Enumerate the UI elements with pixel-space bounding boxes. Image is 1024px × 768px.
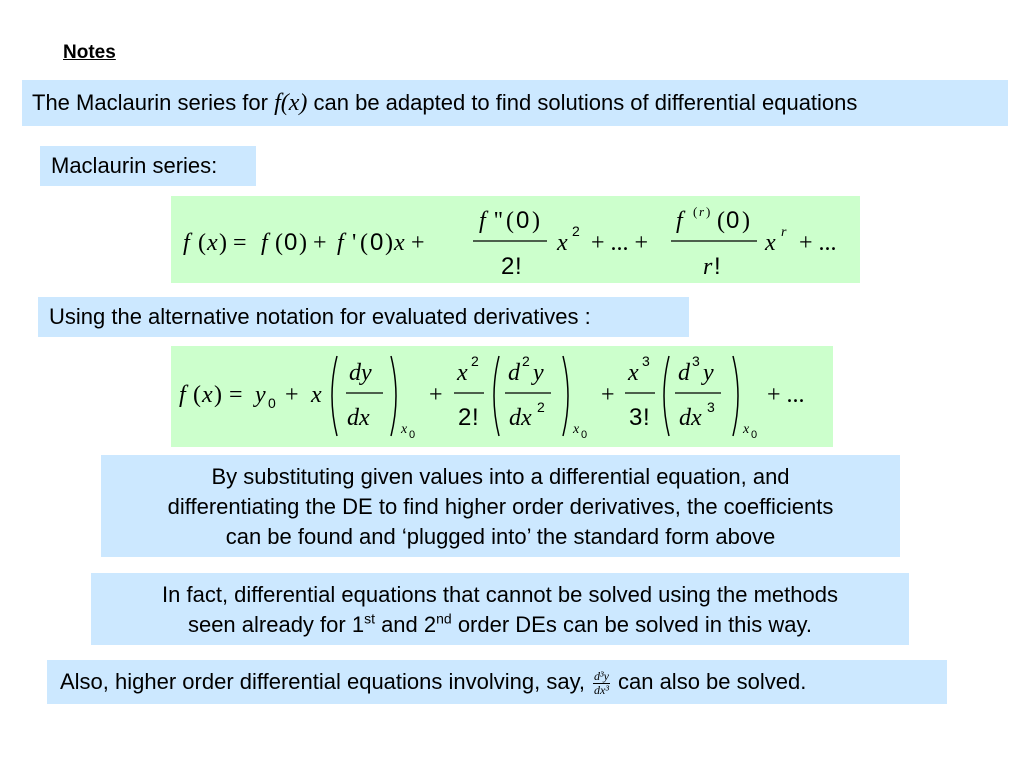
substitution-line-1: By substituting given values into a differential equation, and [211,464,790,489]
svg-text:f: f [179,382,186,408]
svg-text:dx: dx [347,405,370,431]
svg-text:y: y [533,360,544,386]
svg-text:f: f [676,208,683,234]
intro-text-part1: The Maclaurin series for [32,90,275,115]
notes-heading: Notes [63,42,116,63]
svg-text:0: 0 [726,207,740,234]
svg-text:x: x [207,230,218,256]
svg-text:0: 0 [751,429,758,441]
svg-text:+: + [313,230,327,256]
svg-text:x: x [765,230,776,256]
svg-text:): ) [219,230,227,256]
second-order-superscript: nd [436,610,452,627]
svg-text:=: = [233,230,247,256]
svg-text:(: ( [193,382,201,408]
svg-text:0: 0 [581,429,588,441]
svg-text:d: d [678,360,690,386]
svg-text:': ' [352,230,357,256]
svg-text:2: 2 [572,223,580,239]
svg-text:x: x [628,360,639,386]
svg-text:=: = [229,382,243,408]
in-fact-line-2-c: order DEs can be solved in this way. [451,612,813,637]
svg-text:f: f [183,230,190,256]
higher-order-box [47,660,947,704]
in-fact-line-1: In fact, differential equations that cannot be solved using the methods [162,582,838,607]
svg-text:!: ! [643,404,650,431]
svg-text:(: ( [506,208,514,234]
maclaurin-label-box [40,146,256,186]
svg-text:dx: dx [509,405,532,431]
svg-text:2: 2 [501,253,515,280]
svg-text:2: 2 [458,404,472,431]
svg-text:0: 0 [268,395,276,411]
svg-text:+: + [411,230,425,256]
svg-text:y: y [703,360,714,386]
svg-text:0: 0 [409,429,416,441]
third-derivative-numerator: d³y [594,668,609,683]
svg-text:r: r [699,204,705,219]
svg-text:dy: dy [349,360,372,386]
svg-text:x: x [573,422,580,437]
maclaurin-formula-box [171,196,860,283]
svg-text:): ) [742,208,750,234]
svg-text:dx: dx [679,405,702,431]
svg-text:3: 3 [692,353,700,369]
in-fact-line-2-a: seen already for 1 [187,612,365,637]
maclaurin-label: Maclaurin series: [51,153,218,178]
alt-notation-label: Using the alternative notation for evaluated derivatives : [49,304,591,329]
svg-text:x: x [401,422,408,437]
third-derivative-fraction [593,670,610,697]
svg-text:x: x [557,230,568,256]
svg-text:x: x [457,360,468,386]
in-fact-box [91,573,909,645]
svg-text:(: ( [360,230,368,256]
svg-text:0: 0 [516,207,530,234]
svg-text:x: x [311,382,322,408]
svg-text:+ ...: + ... [767,382,805,408]
svg-text:!: ! [515,253,522,280]
svg-text:f: f [479,208,486,234]
svg-text:0: 0 [370,229,384,256]
svg-text:r: r [781,225,787,240]
svg-text:+: + [601,382,615,408]
alt-notation-label-box [38,297,689,337]
svg-text:): ) [299,230,307,256]
substitution-box [101,455,900,557]
svg-text:3: 3 [707,399,715,415]
svg-text:+: + [429,382,443,408]
substitution-line-3: can be found and ‘plugged into’ the standard form above [225,524,776,549]
svg-text:+: + [285,382,299,408]
higher-order-text-part1: Also, higher order differential equations involving, say, [60,669,586,694]
svg-text:x: x [394,230,405,256]
in-fact-line-2-b: and 2 [374,612,437,637]
svg-text:): ) [532,208,540,234]
svg-text:!: ! [472,404,479,431]
svg-text:+ ... +: + ... + [591,230,649,256]
svg-text:'': '' [494,208,503,234]
svg-text:2: 2 [522,353,530,369]
svg-text:(: ( [717,208,725,234]
alt-notation-formula-box [171,346,833,447]
svg-text:(: ( [198,230,206,256]
svg-text:): ) [214,382,222,408]
svg-text:): ) [706,204,711,219]
svg-text:d: d [508,360,520,386]
svg-text:0: 0 [284,229,298,256]
svg-text:3: 3 [642,353,650,369]
intro-fx: f(x) [274,90,308,116]
third-derivative-denominator: dx³ [594,682,609,697]
svg-text:3: 3 [629,404,643,431]
in-fact-line-2 [91,610,909,640]
svg-text:f: f [337,230,344,256]
intro-box [22,80,1008,126]
svg-text:(: ( [275,230,283,256]
svg-text:!: ! [714,253,721,280]
maclaurin-formula [171,196,860,283]
svg-text:x: x [202,382,213,408]
svg-text:): ) [385,230,393,256]
svg-text:2: 2 [537,399,545,415]
intro-text-part2: can be adapted to find solutions of differential equations [307,90,858,115]
svg-text:r: r [703,254,713,280]
svg-text:x: x [743,422,750,437]
svg-text:2: 2 [471,353,479,369]
svg-text:(: ( [693,204,698,219]
svg-text:y: y [255,382,266,408]
first-order-superscript: st [364,610,375,627]
higher-order-text-part2: can also be solved. [617,669,807,694]
substitution-line-2: differentiating the DE to find higher order derivatives, the coefficients [167,494,834,519]
svg-text:+ ...: + ... [799,230,837,256]
svg-text:f: f [261,230,268,256]
alt-notation-formula [171,346,833,447]
